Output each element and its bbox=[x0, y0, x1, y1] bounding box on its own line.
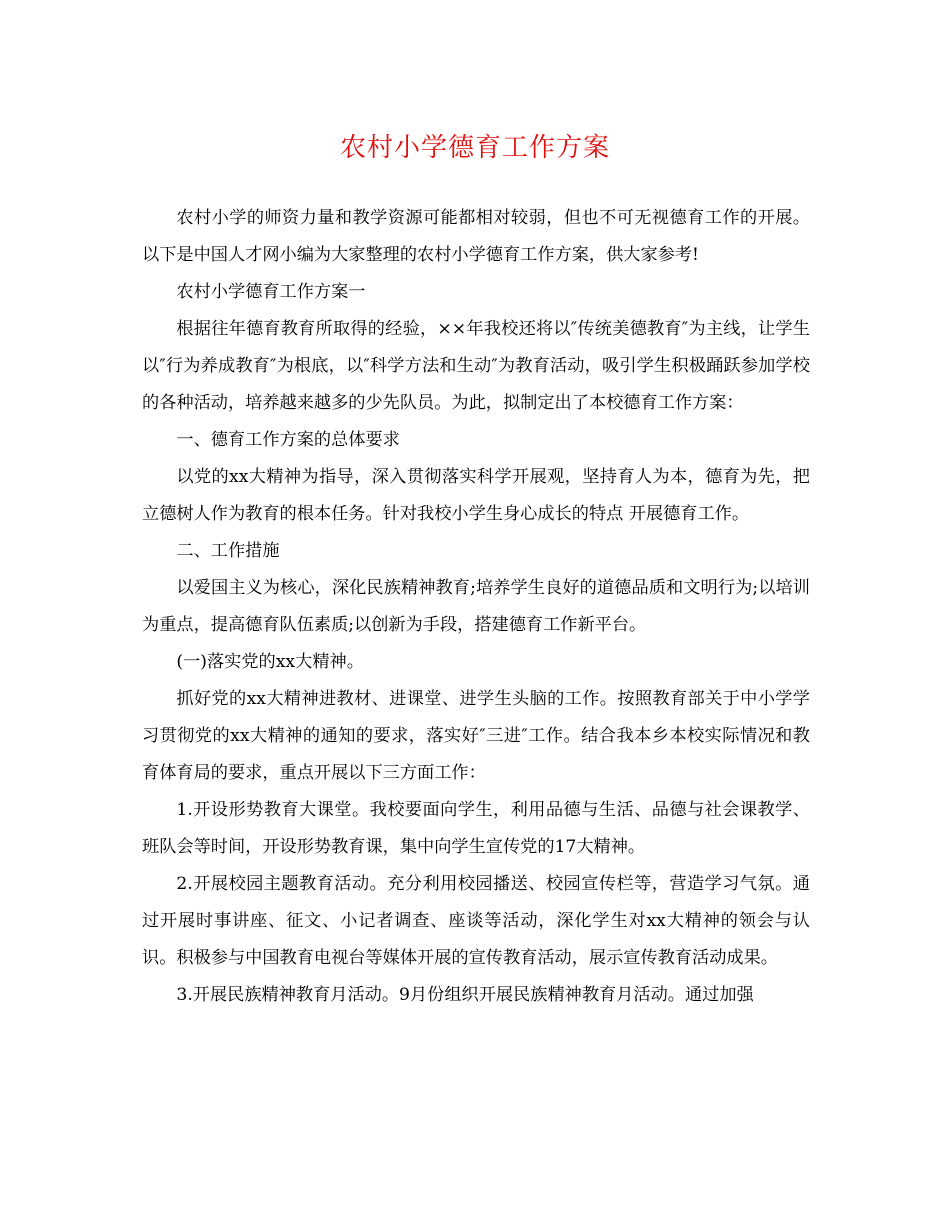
body-paragraph: 以爱国主义为核心，深化民族精神教育;培养学生良好的道德品质和文明行为;以培训为重点，提高德育队伍素质;以创新为手段，搭建德育工作新平台。 bbox=[142, 578, 810, 635]
list-item: 3.开展民族精神教育月活动。9月份组织开展民族精神教育月活动。通过加强 bbox=[176, 985, 754, 1005]
section-heading: 农村小学德育工作方案一 bbox=[176, 282, 366, 302]
section-heading: 二、工作措施 bbox=[176, 541, 280, 561]
list-item: 2.开展校园主题教育活动。充分利用校园播送、校园宣传栏等，营造学习气氛。通过开展时事讲座、征文、小记者调查、座谈等活动，深化学生对xx大精神的领会与认识。积极参与中国教育电视台等媒体开展的宣传教育活动，展示宣传教育活动成果。 bbox=[142, 874, 810, 968]
subsection-heading: (一)落实党的xx大精神。 bbox=[176, 652, 364, 672]
list-item: 1.开设形势教育大课堂。我校要面向学生，利用品德与生活、品德与社会课教学、班队会等时间，开设形势教育课，集中向学生宣传党的17大精神。 bbox=[142, 800, 810, 857]
intro-paragraph: 农村小学的师资力量和教学资源可能都相对较弱，但也不可无视德育工作的开展。以下是中国人才网小编为大家整理的农村小学德育工作方案，供大家参考! bbox=[142, 208, 810, 265]
document-body bbox=[142, 200, 810, 1014]
body-paragraph: 根据往年德育教育所取得的经验，××年我校还将以″传统美德教育″为主线，让学生以″行为养成教育″为根底，以″科学方法和生动″为教育活动，吸引学生积极踊跃参加学校的各种活动，培养越来越多的少先队员。为此，拟制定出了本校德育工作方案： bbox=[142, 319, 810, 413]
body-paragraph: 抓好党的xx大精神进教材、进课堂、进学生头脑的工作。按照教育部关于中小学学习贯彻党的xx大精神的通知的要求，落实好″三进″工作。结合我本乡本校实际情况和教育体育局的要求，重点开展以下三方面工作： bbox=[142, 689, 810, 783]
document-title: 农村小学德育工作方案 bbox=[339, 133, 610, 163]
section-heading: 一、德育工作方案的总体要求 bbox=[176, 430, 400, 450]
body-paragraph: 以党的xx大精神为指导，深入贯彻落实科学开展观，坚持育人为本，德育为先，把立德树人作为教育的根本任务。针对我校小学生身心成长的特点 开展德育工作。 bbox=[142, 467, 810, 524]
